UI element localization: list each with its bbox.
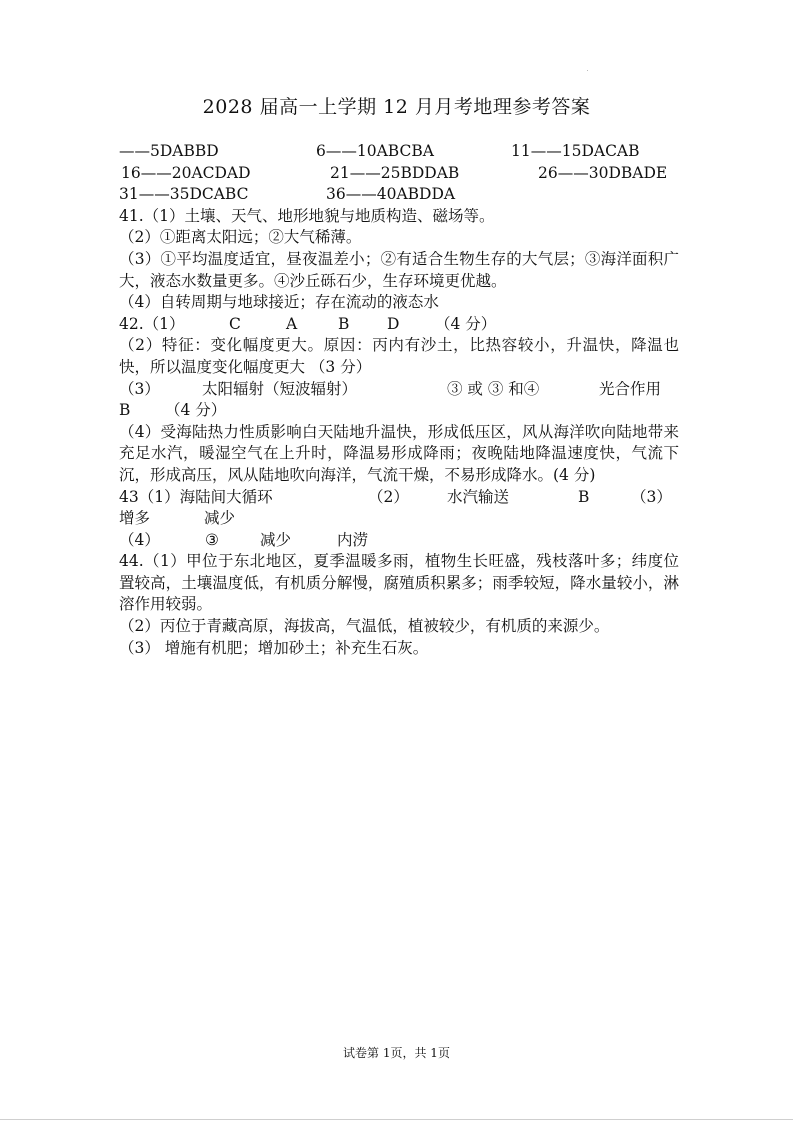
q43-line3 (119, 530, 679, 552)
mc-group: 21——25BDDAB (330, 163, 460, 182)
page-title: 2028 届高一上学期 12 月月考地理参考答案 (202, 96, 591, 118)
q42-circle-answer: ③ 或 ③ 和④ (447, 379, 540, 398)
q41-part2: （2）①距离太阳远；②大气稀薄。 (119, 228, 362, 247)
q43-part4-label: （4） (119, 530, 160, 549)
q43-circle-3: ③ (205, 530, 219, 549)
q43-waterlogging: 内涝 (337, 530, 369, 549)
answer-content (119, 141, 679, 659)
q43-decrease-2: 减少 (260, 530, 292, 549)
q43-increase: 增多 (119, 509, 151, 528)
q41-part3: （3）①平均温度适宜，昼夜温差小；②有适合生物生存的大气层；③海洋面积广大，液态水数量更多。④沙丘砾石少，生存环境更优越。 (119, 249, 679, 290)
mc-group: 36——40ABDDA (326, 185, 456, 204)
mc-row-1 (119, 141, 679, 163)
q42-part2: （2）特征：变化幅度更大。原因：丙内有沙土，比热容较小，升温快，降温也快，所以温度变化幅度更大 （3 分） (119, 336, 679, 376)
mc-group: 11——15DACAB (511, 142, 640, 160)
q41-part1: 41.（1）土壤、天气、地形地貌与地质构造、磁场等。 (119, 206, 495, 225)
page-footer: 试卷第 1页，共 1页 (343, 1046, 450, 1060)
bottom-divider (0, 1119, 793, 1120)
mc-group: 31——35DCABC (119, 185, 249, 204)
q42-answer-c: C (229, 314, 241, 333)
q42-photosynthesis: 光合作用 (599, 379, 662, 398)
q43-line1 (119, 487, 679, 509)
q42-part3 (119, 379, 679, 401)
q43-decrease: 减少 (204, 509, 236, 528)
q42-part3-cont (119, 400, 679, 422)
q42-solar-radiation: 太阳辐射（短波辐射） (202, 379, 358, 398)
q42-answer-b2: B (119, 401, 131, 420)
q43-answer-b: B (578, 487, 590, 506)
q42-part3-label: （3） (119, 379, 160, 398)
q44-part1: 44.（1）甲位于东北地区，夏季温暖多雨，植物生长旺盛，残枝落叶多；纬度位置较高，土壤温度低，有机质分解慢，腐殖质积累多；雨季较短，降水量较小，淋溶作用较弱。 (119, 552, 679, 614)
mc-group: 6——10ABCBA (316, 142, 434, 160)
q43-line2 (119, 508, 679, 530)
q42-part4: （4）受海陆热力性质影响白天陆地升温快，形成低压区，风从海洋吹向陆地带来充足水汽，暖湿空气在上升时，降温易形成降雨；夜晚陆地降温速度快，气流下沉，形成高压，风从陆地吹向海洋，气流干燥，不易形成降水。(4 分) (119, 422, 679, 484)
mc-group: 26——30DBADE (538, 163, 668, 182)
q42-label: 42.（1） (119, 314, 185, 333)
q42-answer-d: D (387, 314, 400, 333)
q41-part4: （4）自转周期与地球接近；存在流动的液态水 (119, 293, 439, 312)
q42-answer-a: A (286, 314, 298, 333)
mc-row-2 (119, 163, 679, 185)
q43-part3-label: （3） (631, 487, 672, 506)
q43-vapor-transport: 水汽输送 (447, 487, 510, 506)
q44-part3: （3） 增施有机肥；增加砂土；补充生石灰。 (119, 638, 429, 657)
mc-row-3 (119, 184, 679, 206)
mc-group: 16——20ACDAD (121, 163, 251, 182)
q42-score: （4 分） (165, 401, 227, 420)
q42-score: （4 分） (435, 314, 497, 333)
mc-group: ——5DABBD (119, 142, 219, 160)
q42-answer-b: B (338, 314, 350, 333)
q44-part2: （2）丙位于青藏高原，海拔高，气温低，植被较少，有机质的来源少。 (119, 617, 610, 636)
q42-part1 (119, 314, 679, 336)
scan-speck (587, 70, 588, 71)
q43-part1: 43（1）海陆间大循环 (119, 487, 273, 506)
q43-part2-label: （2） (368, 487, 409, 506)
